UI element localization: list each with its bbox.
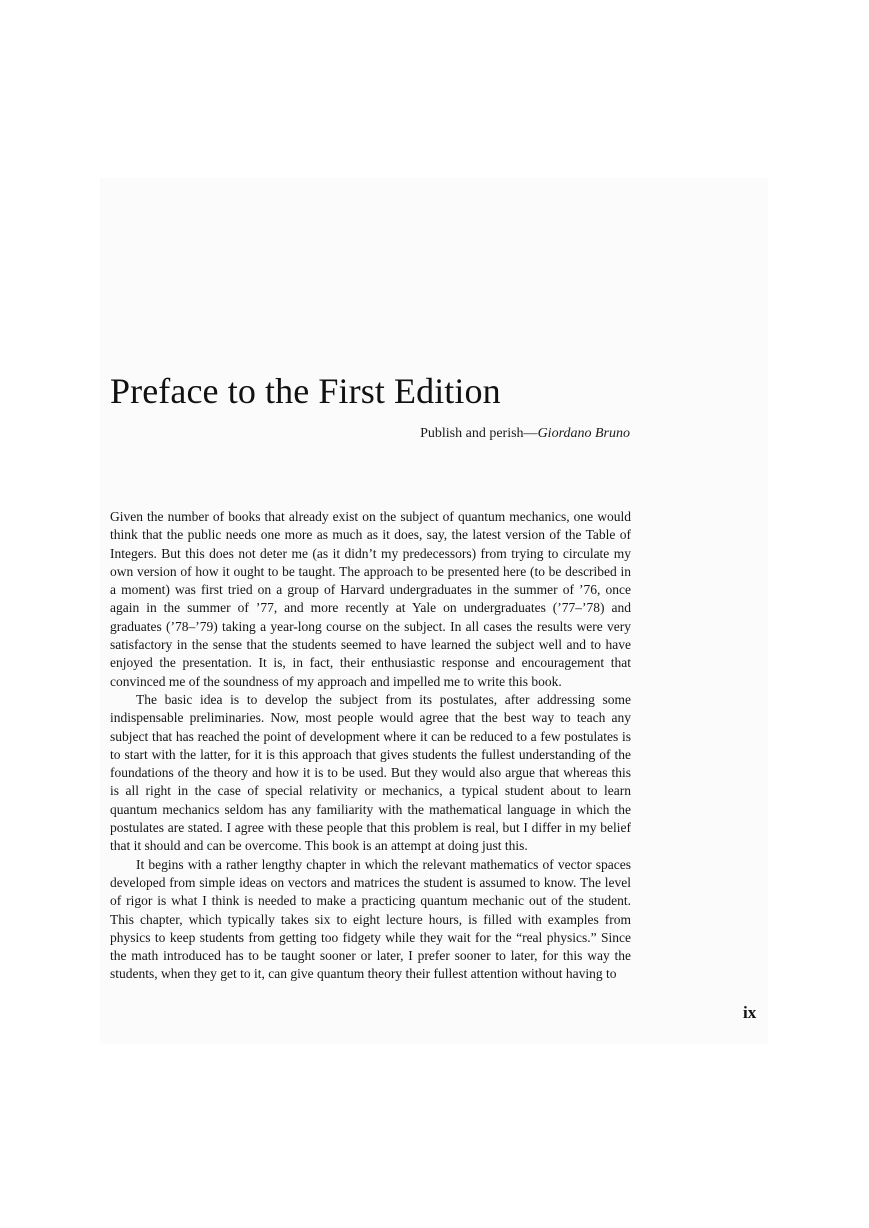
preface-body: [110, 508, 631, 984]
paragraph: It begins with a rather lengthy chapter in which the relevant mathematics of vector spaces developed from simple ideas on vectors and matrices the student is assumed to know. The level of rigor is what I think is needed to make a practicing quantum mechanic out of the student. This chapter, which typically takes six to eight lecture hours, is filled with examples from physics to keep students from getting too fidgety while they wait for the “real physics.” Since the math introduced has to be taught sooner or later, I prefer sooner to later, for this way the students, when they get to it, can give quantum theory their fullest attention without having to: [110, 856, 631, 982]
chapter-title: Preface to the First Edition: [110, 371, 501, 411]
epigraph-text: Publish and perish—: [420, 426, 538, 441]
page-number: ix: [743, 1003, 757, 1022]
paragraph: Given the number of books that already exist on the subject of quantum mechanics, one would think that the public needs one more as much as it does, say, the latest version of the Table of Integers. But this does not deter me (as it didn’t my predecessors) from trying to circulate my own version of how it ought to be taught. The approach to be presented here (to be described in a moment) was first tried on a group of Harvard undergraduates in the summer of ’76, once again in the summer of ’77, and more recently at Yale on undergraduates (’77–’78) and graduates (’78–’79) taking a year-long course on the subject. In all cases the results were very satisfactory in the sense that the students seemed to have learned the subject well and to have enjoyed the presentation. It is, in fact, their enthusiastic response and encouragement that convinced me of the soundness of my approach and impelled me to write this book.: [110, 509, 631, 689]
paragraph: The basic idea is to develop the subject from its postulates, after addressing some indispensable preliminaries. Now, most people would agree that the best way to teach any subject that has reached the point of development where it can be reduced to a few postulates is to start with the latter, for it is this approach that gives students the fullest understanding of the foundations of the theory and how it is to be used. But they would also argue that whereas this is all right in the case of special relativity or mechanics, a typical student about to learn quantum mechanics seldom has any familiarity with the mathematical language in which the postulates are stated. I agree with these people that this problem is real, but I differ in my belief that it should and can be overcome. This book is an attempt at doing just this.: [110, 691, 631, 854]
epigraph-author: Giordano Bruno: [537, 426, 630, 441]
epigraph: [420, 426, 630, 442]
